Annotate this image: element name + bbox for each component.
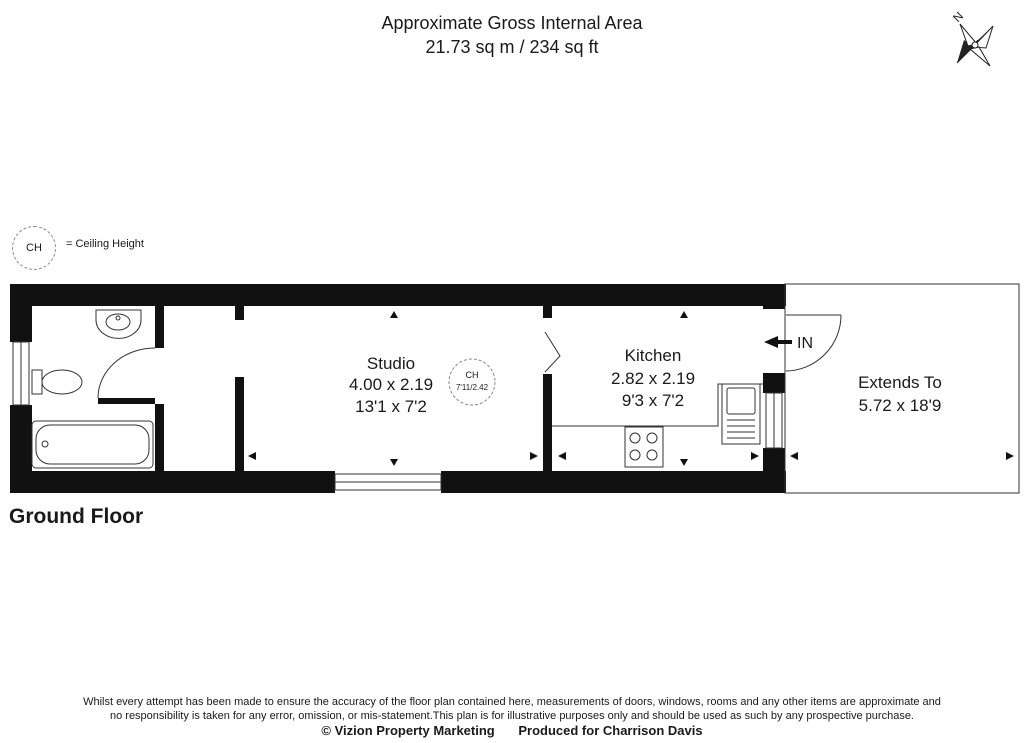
- kitchen-metric: 2.82 x 2.19: [610, 369, 696, 388]
- produced-for-text: Produced for Charrison Davis: [518, 723, 703, 738]
- entrance-label: IN: [797, 335, 813, 352]
- disclaimer-line-2: no responsibility is taken for any error, omission, or mis-statement.This plan is for illustrative purposes only and should be used as such by any prospective purchase.: [109, 710, 914, 722]
- ceiling-height-legend: = Ceiling Height: [66, 238, 144, 250]
- ceiling-height-symbol: CH: [12, 226, 56, 270]
- north-label: N: [950, 8, 967, 25]
- studio-ch-value: 7'11/2.42: [455, 383, 489, 392]
- studio-ceiling-height-marker: [449, 359, 495, 405]
- gross-area: 21.73 sq m / 234 sq ft: [425, 37, 599, 57]
- bathroom-fixtures: [32, 310, 155, 468]
- kitchen-imperial: 9'3 x 7'2: [621, 391, 685, 410]
- credits: [0, 723, 1024, 738]
- hob-icon: [625, 427, 663, 467]
- studio-ch-label: CH: [465, 370, 479, 380]
- studio-metric: 4.00 x 2.19: [348, 375, 434, 394]
- kitchen-name: Kitchen: [624, 346, 682, 365]
- studio-imperial: 13'1 x 7'2: [355, 397, 427, 416]
- copyright-text: © Vizion Property Marketing: [321, 723, 495, 738]
- compass-rose-icon: [950, 9, 993, 66]
- disclaimer-line-1: Whilst every attempt has been made to ensure the accuracy of the floor plan contained here, measurements of doors, windows, rooms and any other items are approximate and: [83, 696, 941, 708]
- plan-title: Approximate Gross Internal Area: [381, 13, 643, 33]
- floor-title: Ground Floor: [9, 505, 144, 528]
- toilet-icon: [32, 370, 42, 394]
- extends-metric: 5.72 x 18'9: [858, 396, 942, 415]
- studio-name: Studio: [366, 354, 416, 373]
- extends-name: Extends To: [858, 373, 942, 392]
